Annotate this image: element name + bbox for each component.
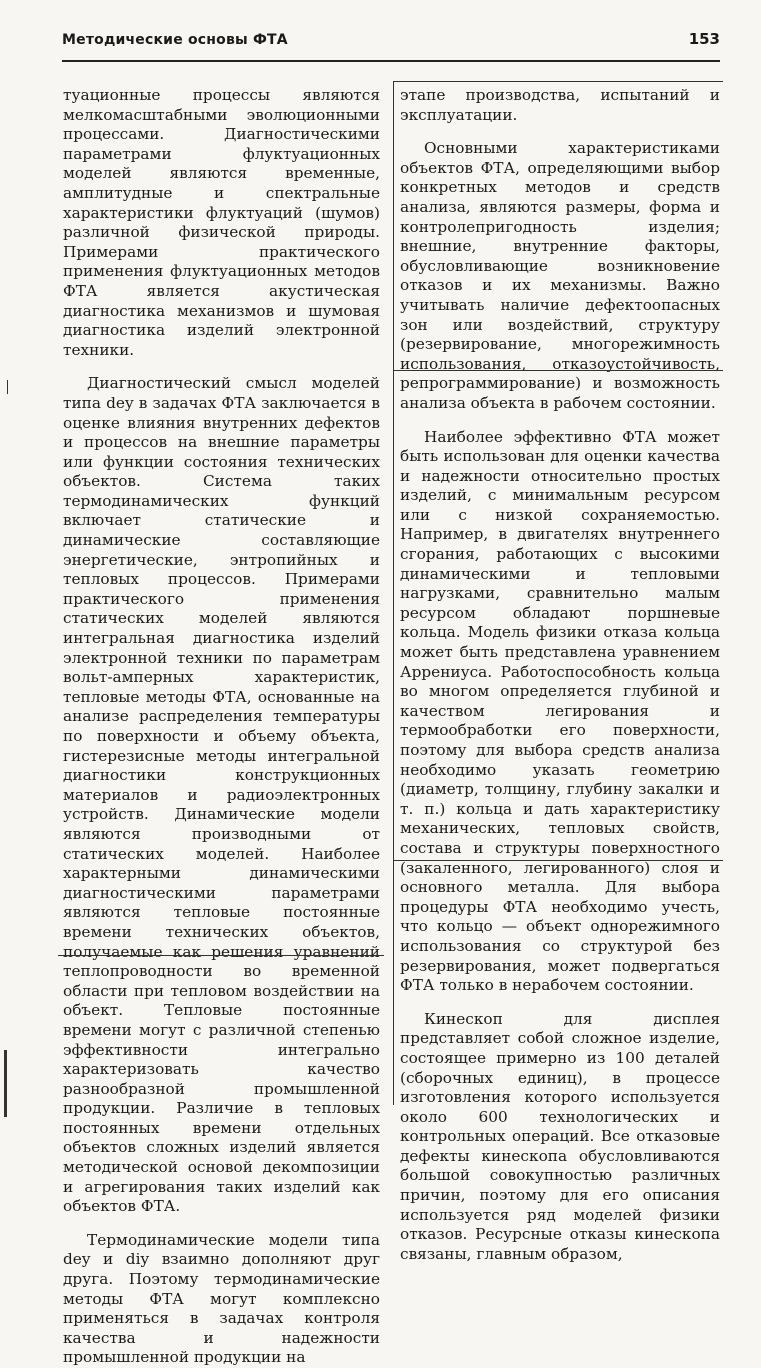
running-title: Методические основы ФТА [62,32,288,48]
scan-edge-mark [4,1050,7,1117]
section-divider [393,370,723,371]
section-divider [58,955,384,956]
left-column [63,86,380,1368]
paragraph: Наиболее эффективно ФТА может быть использован для оценки качества и надежности относительно простых изделий, с минимальным ресурсом или с низкой сохраняемостью. Например, в двигателях внутреннего сгорания, работающих с высокими динамическими и тепловыми нагрузками, сравнительно малым ресурсом обладают поршневые кольца. Модель физики отказа кольца может быть представлена уравнением Аррениуса. Работоспособность кольца во многом определяется глубиной и качеством легирования и термообработки его поверхности, поэтому для выбора средств анализа необходимо указать геометрию (диаметр, толщину, глубину закалки и т. п.) кольца и дать характеристику механических, тепловых свойств, состава и структуры поверхностного (закаленного, легированного) слоя и основного металла. Для выбора процедуры ФТА необходимо учесть, что кольцо — объект однорежимного использования со структурой без резервирования, может подвергаться ФТА только в нерабочем состоянии. [400,427,720,995]
paragraph: туационные процессы являются мелкомасштабными эволюционными процессами. Диагностическими параметрами флуктуационных моделей являются временные, амплитудные и спектральные характеристики флуктуаций (шумов) различной физической природы. Примерами практического применения флуктуационных методов ФТА является акустическая диагностика механизмов и шумовая диагностика изделий электронной техники. [63,86,380,359]
paragraph: Кинескоп для дисплея представляет собой сложное изделие, состоящее примерно из 100 деталей (сборочных единиц), в процессе изготовления которого используется около 600 технологических и контрольных операций. Все отказовые дефекты кинескопа обусловливаются большой совокупностью различных причин, поэтому для его описания используется ряд моделей физики отказов. Ресурсные отказы кинескопа связаны, главным образом, [400,1009,720,1263]
section-divider [393,860,723,861]
paragraph: Основными характеристиками объектов ФТА, определяющими выбор конкретных методов и средств анализа, являются размеры, форма и контролепригодность изделия; внешние, внутренние факторы, обусловливающие возникновение отказов и их механизмы. Важно учитывать наличие дефектоопасных зон или воздействий, структуру (резервирование, многорежимность использования, отказоустойчивость, репрограммирование) и возможность анализа объекта в рабочем состоянии. [400,139,720,412]
scan-edge-mark [7,380,8,394]
paragraph: Диагностический смысл моделей типа dey в задачах ФТА заключается в оценке влияния внутренних дефектов и процессов на внешние параметры или функции состояния технических объектов. Система таких термодинамических функций включает статические и динамические составляющие энергетические, энтропийных и тепловых процессов. Примерами практического применения статических моделей являются интегральная диагностика изделий электронной техники по параметрам вольт-амперных характеристик, тепловые методы ФТА, основанные на анализе распределения температуры по поверхности и объему объекта, гистерезисные методы интегральной диагностики конструкционных материалов и радиоэлектронных устройств. Динамические модели являются производными от статических моделей. Наиболее характерными динамическими диагностическими параметрами являются тепловые постоянные времени технических объектов, получаемые как решения уравнений теплопроводности во временной области при тепловом воздействии на объект. Тепловые постоянные времени могут с различной степенью эффективности интегрально характеризовать качество разнообразной промышленной продукции. Различие в тепловых постоянных времени отдельных объектов сложных изделий является методической основой декомпозиции и агрегирования таких изделий как объектов ФТА. [63,374,380,1216]
frame-rule-left [393,81,394,1105]
header-rule [62,60,720,62]
right-column [400,86,720,1264]
frame-rule-top [393,81,723,82]
page-number: 153 [688,30,720,48]
paragraph: Термодинамические модели типа dey и diy взаимно дополняют друг друга. Поэтому термодинамические методы ФТА могут комплексно применяться в задачах контроля качества и надежности промышленной продукции на [63,1230,380,1367]
paragraph: этапе производства, испытаний и эксплуатации. [400,86,720,124]
running-header [62,30,720,60]
